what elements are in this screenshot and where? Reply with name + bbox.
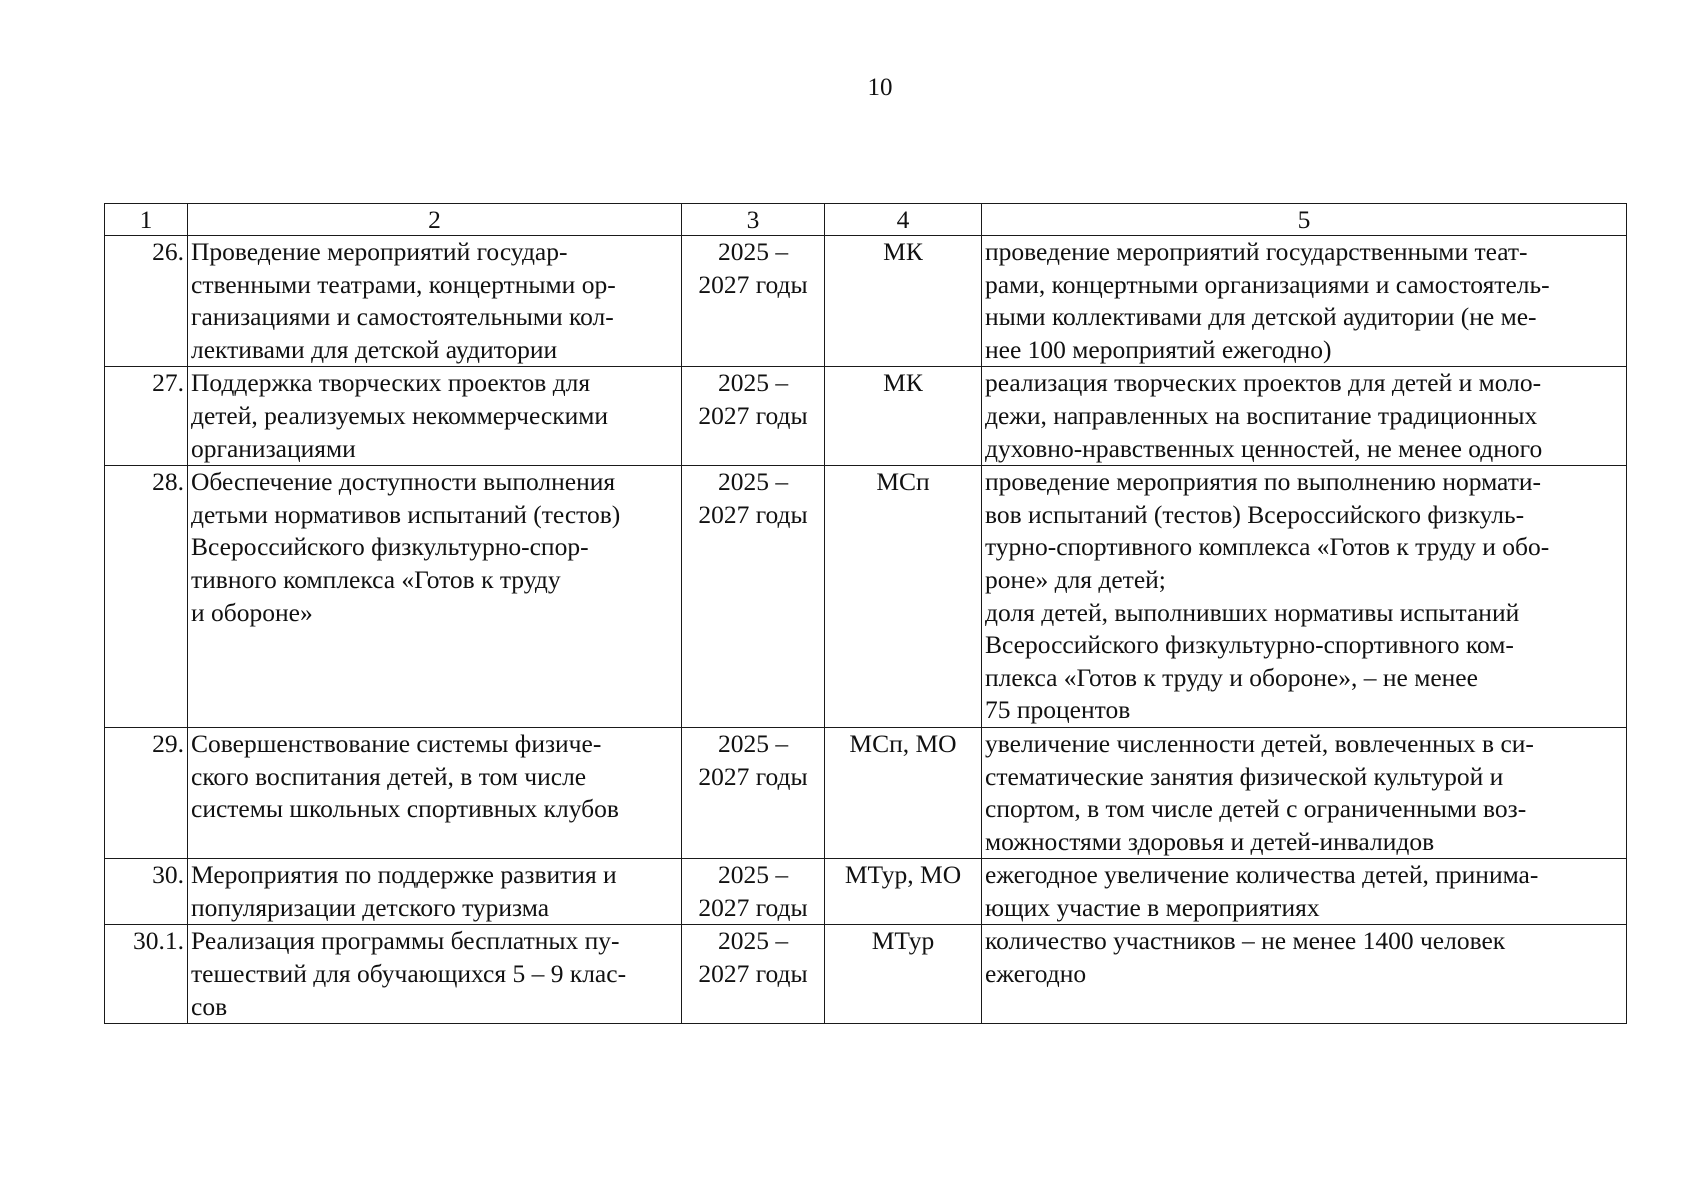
responsible-cell: МСп, МО bbox=[825, 727, 982, 858]
event-text-line: тивного комплекса «Готов к труду bbox=[191, 564, 561, 594]
event-text-line: детьми нормативов испытаний (тестов) bbox=[191, 499, 621, 529]
event-text-line: лективами для детской аудитории bbox=[191, 334, 558, 364]
event-text-line: ского воспитания детей, в том числе bbox=[191, 761, 587, 791]
result-text-line: доля детей, выполнивших нормативы испытаний bbox=[985, 597, 1520, 627]
header-col-3: 3 bbox=[682, 204, 825, 236]
event-cell bbox=[188, 236, 682, 367]
period-cell bbox=[682, 727, 825, 858]
result-text-line: количество участников – не менее 1400 человек bbox=[985, 926, 1506, 956]
period-text-line: 2025 – bbox=[717, 467, 789, 497]
event-cell bbox=[188, 367, 682, 466]
table-row bbox=[105, 367, 1627, 466]
measures-table bbox=[104, 203, 1627, 1024]
event-text-line: Обеспечение доступности выполнения bbox=[191, 467, 616, 497]
event-cell bbox=[188, 727, 682, 858]
result-text-line: Всероссийского физкультурно-спортивного ком- bbox=[985, 630, 1514, 660]
result-cell bbox=[982, 466, 1627, 728]
table-row bbox=[105, 727, 1627, 858]
table-row bbox=[105, 925, 1627, 1024]
result-text-line: плекса «Готов к труду и обороне», – не менее bbox=[985, 662, 1478, 692]
table-header-row bbox=[105, 204, 1627, 236]
period-cell bbox=[682, 859, 825, 925]
result-text-line: роне» для детей; bbox=[985, 564, 1166, 594]
result-text-line: стематические занятия физической культурой и bbox=[985, 761, 1504, 791]
period-text-line: 2025 – bbox=[717, 728, 789, 758]
event-cell bbox=[188, 925, 682, 1024]
period-cell bbox=[682, 367, 825, 466]
event-text-line: Всероссийского физкультурно-спор- bbox=[191, 532, 589, 562]
result-text-line: вов испытаний (тестов) Всероссийского физкуль- bbox=[985, 499, 1525, 529]
result-text-line: спортом, в том числе детей с ограниченными воз- bbox=[985, 794, 1527, 824]
result-text-line: 75 процентов bbox=[985, 695, 1131, 725]
result-text-line: ными коллективами для детской аудитории (не ме- bbox=[985, 302, 1537, 332]
period-text-line: 2027 годы bbox=[698, 499, 808, 529]
period-cell bbox=[682, 925, 825, 1024]
responsible-cell: МК bbox=[825, 236, 982, 367]
period-text-line: 2025 – bbox=[717, 926, 789, 956]
event-text-line: организациями bbox=[191, 433, 356, 463]
result-cell bbox=[982, 236, 1627, 367]
period-cell bbox=[682, 466, 825, 728]
result-cell bbox=[982, 859, 1627, 925]
result-text-line: ежегодное увеличение количества детей, принима- bbox=[985, 860, 1539, 890]
event-text-line: Совершенствование системы физиче- bbox=[191, 728, 602, 758]
result-cell bbox=[982, 727, 1627, 858]
result-text-line: дежи, направленных на воспитание традиционных bbox=[985, 400, 1538, 430]
event-text-line: тешествий для обучающихся 5 – 9 клас- bbox=[191, 959, 627, 989]
event-text-line: Поддержка творческих проектов для bbox=[191, 368, 591, 398]
result-text-line: нее 100 мероприятий ежегодно) bbox=[985, 334, 1332, 364]
period-text-line: 2025 – bbox=[717, 860, 789, 890]
event-text-line: ганизациями и самостоятельными кол- bbox=[191, 302, 614, 332]
result-text-line: проведение мероприятий государственными теат- bbox=[985, 237, 1528, 266]
table-row bbox=[105, 466, 1627, 728]
period-text-line: 2027 годы bbox=[698, 400, 808, 430]
event-cell bbox=[188, 859, 682, 925]
page-number: 10 bbox=[867, 74, 893, 101]
table-row bbox=[105, 859, 1627, 925]
row-number: 29. bbox=[105, 727, 188, 858]
result-cell bbox=[982, 367, 1627, 466]
period-text-line: 2025 – bbox=[717, 368, 789, 398]
period-text-line: 2027 годы bbox=[698, 269, 808, 299]
result-text-line: турно-спортивного комплекса «Готов к труду и обо- bbox=[985, 532, 1550, 562]
responsible-cell: МТур bbox=[825, 925, 982, 1024]
event-text-line: детей, реализуемых некоммерческими bbox=[191, 400, 609, 430]
header-col-2: 2 bbox=[188, 204, 682, 236]
result-text-line: ющих участие в мероприятиях bbox=[985, 892, 1320, 922]
result-text-line: рами, концертными организациями и самостоятель- bbox=[985, 269, 1550, 299]
result-text-line: увеличение численности детей, вовлеченных в си- bbox=[985, 728, 1534, 758]
event-text-line: Мероприятия по поддержке развития и bbox=[191, 860, 617, 890]
event-text-line: сов bbox=[191, 991, 228, 1021]
responsible-cell: МК bbox=[825, 367, 982, 466]
period-text-line: 2027 годы bbox=[698, 892, 808, 922]
result-text-line: духовно-нравственных ценностей, не менее одного bbox=[985, 433, 1543, 463]
result-text-line: проведение мероприятия по выполнению нормати- bbox=[985, 467, 1541, 497]
period-cell bbox=[682, 236, 825, 367]
period-text-line: 2027 годы bbox=[698, 761, 808, 791]
row-number: 30. bbox=[105, 859, 188, 925]
event-text-line: Реализация программы бесплатных пу- bbox=[191, 926, 620, 956]
event-text-line: системы школьных спортивных клубов bbox=[191, 794, 619, 824]
row-number: 30.1. bbox=[105, 925, 188, 1024]
event-text-line: Проведение мероприятий государ- bbox=[191, 237, 568, 266]
responsible-cell: МСп bbox=[825, 466, 982, 728]
row-number: 28. bbox=[105, 466, 188, 728]
result-text-line: можностями здоровья и детей-инвалидов bbox=[985, 826, 1435, 856]
period-text-line: 2025 – bbox=[717, 237, 789, 266]
result-cell bbox=[982, 925, 1627, 1024]
table-row bbox=[105, 236, 1627, 367]
event-text-line: ственными театрами, концертными ор- bbox=[191, 269, 616, 299]
result-text-line: ежегодно bbox=[985, 959, 1087, 989]
table-body bbox=[105, 236, 1627, 1024]
result-text-line: реализация творческих проектов для детей и моло- bbox=[985, 368, 1542, 398]
header-col-5: 5 bbox=[982, 204, 1627, 236]
event-cell bbox=[188, 466, 682, 728]
responsible-cell: МТур, МО bbox=[825, 859, 982, 925]
event-text-line: и обороне» bbox=[191, 597, 313, 627]
event-text-line: популяризации детского туризма bbox=[191, 892, 550, 922]
period-text-line: 2027 годы bbox=[698, 959, 808, 989]
row-number: 26. bbox=[105, 236, 188, 367]
header-col-1: 1 bbox=[105, 204, 188, 236]
header-col-4: 4 bbox=[825, 204, 982, 236]
row-number: 27. bbox=[105, 367, 188, 466]
